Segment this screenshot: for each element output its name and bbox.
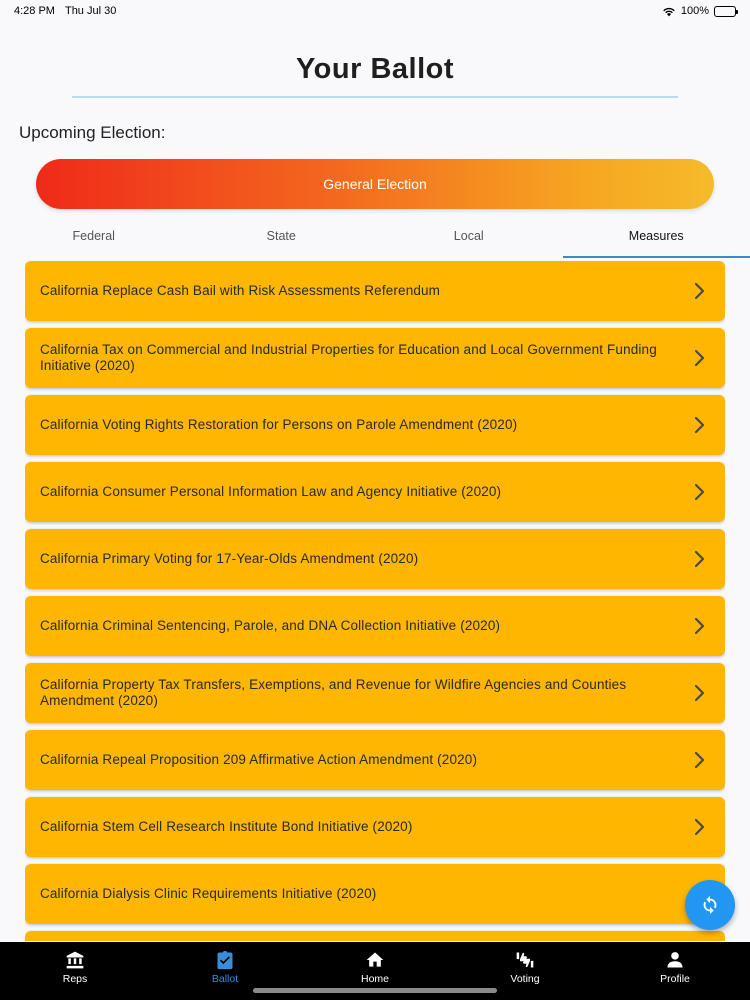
chevron-right-icon xyxy=(693,751,707,769)
chevron-right-icon xyxy=(693,483,707,501)
measure-title: California Tax on Commercial and Industrial Properties for Education and Local Government Funding Initiative (2020) xyxy=(40,342,657,373)
page-title: Your Ballot xyxy=(295,53,455,85)
measure-item[interactable] xyxy=(25,797,725,857)
tabbar-profile[interactable] xyxy=(600,942,750,1000)
tabbar-voting-label: Voting xyxy=(510,973,540,985)
election-selector-button[interactable]: General Election xyxy=(36,159,714,209)
ballot-check-icon xyxy=(215,950,235,970)
tabbar-home-label: Home xyxy=(360,973,389,985)
tabbar-reps[interactable] xyxy=(0,942,150,1000)
measure-title: California Replace Cash Bail with Risk Assessments Referendum xyxy=(40,283,441,298)
home-icon xyxy=(365,950,385,970)
measure-item[interactable] xyxy=(25,931,725,941)
tabbar-profile-label: Profile xyxy=(660,973,690,985)
status-time: 4:28 PM xyxy=(14,5,55,17)
measure-item[interactable] xyxy=(25,529,725,589)
chevron-right-icon xyxy=(693,617,707,635)
tab-federal[interactable]: Federal xyxy=(72,229,115,243)
measure-title: California Repeal Proposition 209 Affirmative Action Amendment (2020) xyxy=(40,752,478,767)
measure-title: California Dialysis Clinic Requirements Initiative (2020) xyxy=(40,886,377,901)
home-indicator xyxy=(253,988,497,993)
battery-icon xyxy=(714,6,736,17)
status-bar xyxy=(0,0,750,22)
measure-title: California Stem Cell Research Institute Bond Initiative (2020) xyxy=(40,819,413,834)
tabbar-ballot-label: Ballot xyxy=(211,973,239,985)
measure-title: California Property Tax Transfers, Exemptions, and Revenue for Wildfire Agencies and Counties Amendment (2020) xyxy=(40,677,627,708)
measure-title: California Voting Rights Restoration for Persons on Parole Amendment (2020) xyxy=(40,417,518,432)
chevron-right-icon xyxy=(693,349,707,367)
thumbs-icon xyxy=(515,950,535,970)
chevron-right-icon xyxy=(693,416,707,434)
person-icon xyxy=(665,950,685,970)
ballot-tabs xyxy=(0,222,750,258)
tabbar-reps-label: Reps xyxy=(62,973,88,985)
measure-title: California Primary Voting for 17-Year-Olds Amendment (2020) xyxy=(40,551,419,566)
measure-item[interactable] xyxy=(25,261,725,321)
chevron-right-icon xyxy=(693,684,707,702)
chevron-right-icon xyxy=(693,282,707,300)
tab-state[interactable]: State xyxy=(266,229,296,243)
battery-percent: 100% xyxy=(680,5,709,17)
tab-local[interactable]: Local xyxy=(453,229,484,243)
measure-item[interactable] xyxy=(25,395,725,455)
measure-list[interactable] xyxy=(25,261,725,941)
refresh-button[interactable] xyxy=(685,880,735,930)
refresh-icon xyxy=(699,894,721,916)
measure-item[interactable] xyxy=(25,462,725,522)
chevron-right-icon xyxy=(693,550,707,568)
measure-title: California Consumer Personal Information Law and Agency Initiative (2020) xyxy=(40,484,502,499)
measure-item[interactable] xyxy=(25,328,725,388)
measure-item[interactable] xyxy=(25,730,725,790)
upcoming-election-label: Upcoming Election: xyxy=(19,123,166,142)
measure-item[interactable] xyxy=(25,596,725,656)
measure-item[interactable] xyxy=(25,663,725,723)
bank-icon xyxy=(65,950,85,970)
tab-measures[interactable]: Measures xyxy=(563,222,750,258)
wifi-icon xyxy=(662,6,676,17)
title-divider xyxy=(72,96,678,98)
measure-title: California Criminal Sentencing, Parole, and DNA Collection Initiative (2020) xyxy=(40,618,501,633)
status-date: Thu Jul 30 xyxy=(64,5,117,17)
measure-item[interactable] xyxy=(25,864,725,924)
chevron-right-icon xyxy=(693,818,707,836)
